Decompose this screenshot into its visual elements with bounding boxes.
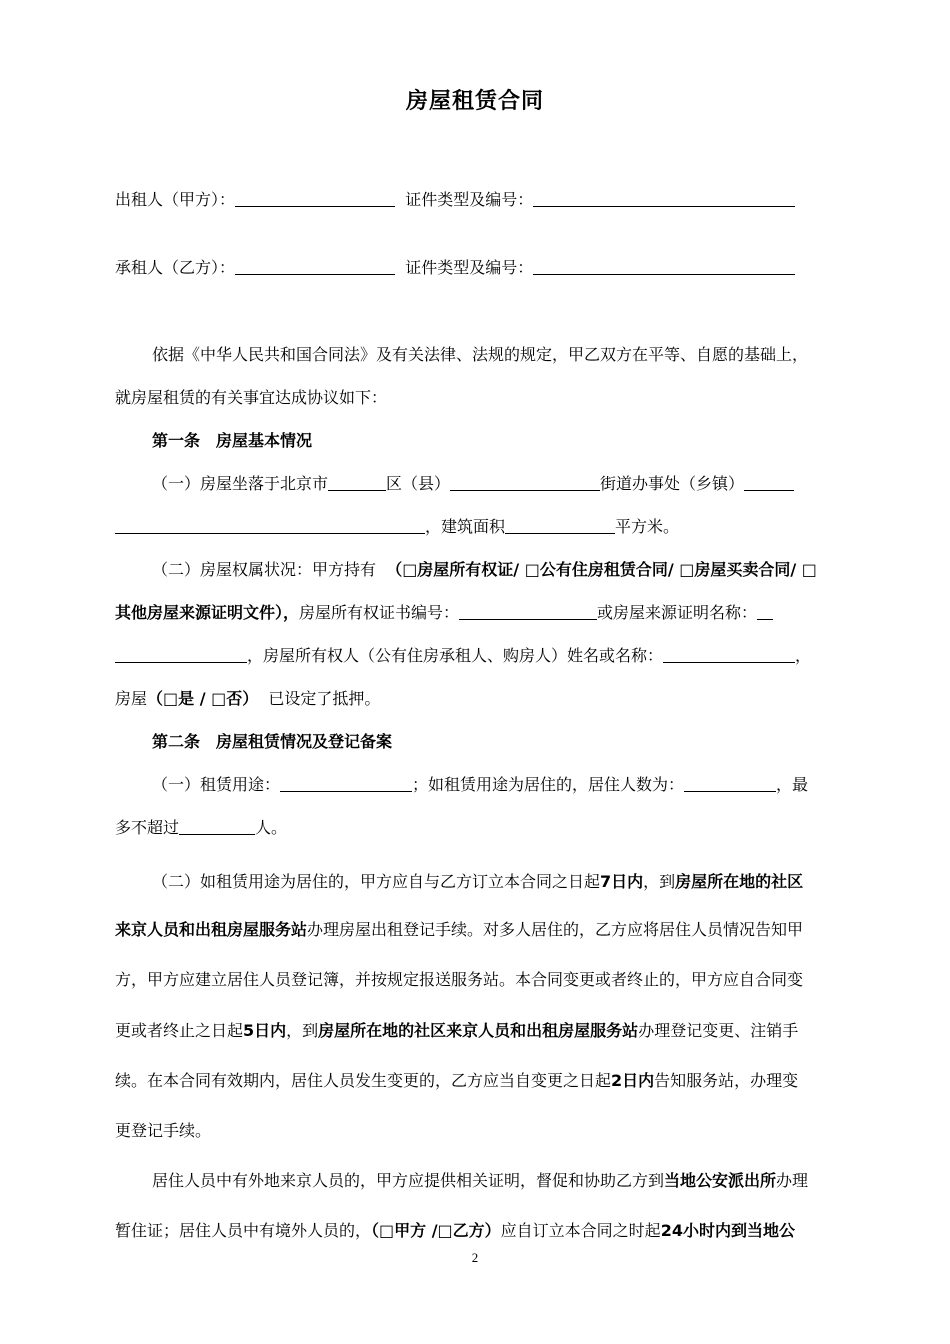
item-text: 续。在本合同有效期内，居住人员发生变更的，乙方应当自变更之日起: [115, 1071, 612, 1090]
item-text: （二）如租赁用途为居住的，甲方应自与乙方订立本合同之日起: [152, 872, 601, 891]
source-name-blank-cont[interactable]: [115, 644, 247, 663]
max-occupants-blank[interactable]: [179, 816, 255, 835]
item-bold: 当地公安派出所: [664, 1171, 777, 1190]
lessor-name-blank[interactable]: [235, 188, 395, 207]
item-bold: 5日内: [243, 1021, 287, 1040]
occupant-count-blank[interactable]: [684, 773, 776, 792]
item-text: 区（县）: [386, 474, 451, 493]
ownership-options-other: 其他房屋来源证明文件），: [115, 603, 300, 622]
article1-item1-line2: [115, 515, 679, 539]
item-text: 告知服务站，办理变: [654, 1071, 799, 1090]
item-text: ，到: [286, 1021, 319, 1040]
item-text: ；如租赁用途为居住的，居住人数为：: [412, 775, 685, 794]
item-text: ，: [795, 646, 812, 665]
source-name-blank[interactable]: [757, 601, 773, 620]
item-text: 应自订立本合同之时起: [500, 1221, 661, 1240]
item-text: ，到: [643, 872, 676, 891]
item-bold: 7日内: [600, 872, 644, 891]
intro-line-2: 就房屋租赁的有关事宜达成协议如下：: [115, 388, 388, 407]
item-bold: 24小时内到当地公: [660, 1221, 795, 1240]
item-text: （一）房屋坐落于北京市: [152, 474, 329, 493]
township-blank[interactable]: [744, 472, 794, 491]
article2-item2-line4: [115, 1019, 798, 1043]
page-number: 2: [471, 1250, 479, 1265]
item-text: 街道办事处（乡镇）: [600, 474, 745, 493]
lessor-label: 出租人（甲方）：: [115, 190, 236, 209]
article2-heading: 第二条 房屋租赁情况及登记备案: [152, 732, 393, 751]
article2-item2-line3: 方，甲方应建立居住人员登记簿，并按规定报送服务站。本合同变更或者终止的，甲方应自合同变: [115, 970, 804, 989]
item-text: 办理登记变更、注销手: [638, 1021, 799, 1040]
article1-item2-line2: [115, 601, 773, 625]
area-blank[interactable]: [505, 515, 615, 534]
article2-item2-line2: [115, 918, 803, 942]
item-text: 房屋所有权证书编号：: [299, 603, 460, 622]
item-bold: 房屋所在地的社区来京人员和出租房屋服务站: [318, 1021, 639, 1040]
item-text: 居住人员中有外地来京人员的，甲方应提供相关证明，督促和协助乙方到: [152, 1171, 665, 1190]
street-blank[interactable]: [450, 472, 600, 491]
article2-item2-line6: 更登记手续。: [115, 1121, 212, 1140]
item-bold: 来京人员和出租房屋服务站: [115, 920, 308, 939]
article1-item2-line3: [115, 644, 811, 668]
item-text: ，房屋所有权人（公有住房承租人、购房人）姓名或名称：: [247, 646, 664, 665]
article2-item2-line1: [152, 870, 803, 894]
mortgage-options: （□是 / □否）: [147, 689, 259, 708]
item-text: 更或者终止之日起: [115, 1021, 244, 1040]
item-text: ，建筑面积: [425, 517, 506, 536]
item-text: （二）房屋权属状况：甲方持有: [152, 560, 377, 579]
certificate-number-blank[interactable]: [459, 601, 597, 620]
lessee-name-blank[interactable]: [235, 256, 395, 275]
article1-item2-line4: [115, 687, 380, 711]
item-text: 平方米。: [615, 517, 680, 536]
lessor-id-blank[interactable]: [533, 188, 795, 207]
item-text: ，最: [776, 775, 809, 794]
lessee-row: [115, 256, 795, 280]
address-blank[interactable]: [115, 515, 425, 534]
lessee-label: 承租人（乙方）：: [115, 258, 236, 277]
lessee-id-label: 证件类型及编号：: [405, 258, 534, 277]
ownership-options: （□房屋所有权证/ □公有住房租赁合同/ □房屋买卖合同/ □: [386, 560, 817, 579]
owner-name-blank[interactable]: [663, 644, 795, 663]
article2-item1-line2: [115, 816, 287, 840]
page-title: 房屋租赁合同: [405, 89, 544, 114]
lessor-row: [115, 188, 795, 212]
registrant-options: （□甲方 /□乙方）: [371, 1221, 501, 1240]
item-text: 暂住证；居住人员中有境外人员的，: [115, 1221, 372, 1240]
article1-item2-line1: [152, 558, 817, 582]
item-bold: 2日内: [611, 1071, 655, 1090]
intro-line-1: 依据《中华人民共和国合同法》及有关法律、法规的规定，甲乙双方在平等、自愿的基础上，: [152, 345, 809, 364]
item-bold: 房屋所在地的社区: [675, 872, 804, 891]
article1-heading: 第一条 房屋基本情况: [152, 431, 313, 450]
item-text: 已设定了抵押。: [268, 689, 381, 708]
item-text: 办理: [776, 1171, 809, 1190]
article2-item2-line5: [115, 1069, 798, 1093]
article2-item1-line1: [152, 773, 808, 797]
item-text: 人。: [255, 818, 288, 837]
item-text: 或房屋来源证明名称：: [597, 603, 758, 622]
item-text: 多不超过: [115, 818, 180, 837]
article2-item3-line1: [152, 1169, 808, 1193]
district-blank[interactable]: [328, 472, 386, 491]
item-text: 房屋: [115, 689, 148, 708]
lessor-id-label: 证件类型及编号：: [405, 190, 534, 209]
article1-item1-line1: [152, 472, 794, 496]
item-text: （一）租赁用途：: [152, 775, 281, 794]
lease-purpose-blank[interactable]: [280, 773, 412, 792]
item-text: 办理房屋出租登记手续。对多人居住的，乙方应将居住人员情况告知甲: [307, 920, 804, 939]
article2-item3-line2: [115, 1219, 795, 1243]
lessee-id-blank[interactable]: [533, 256, 795, 275]
